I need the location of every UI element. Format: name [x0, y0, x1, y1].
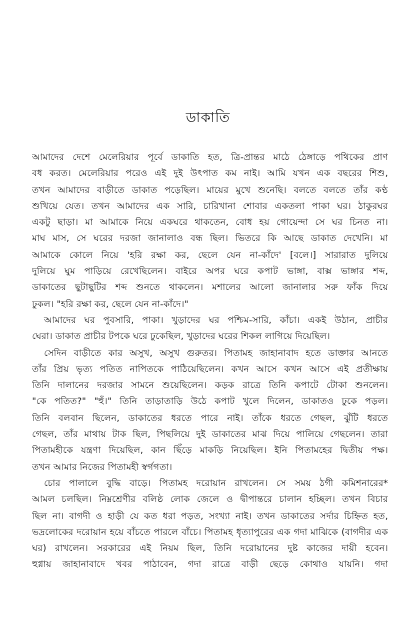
text-line: তখন আমাদের বাড়ীতে ডাকাত পড়েছিল। মায়ের মুখে শুনেছি। বলতে বলতে তাঁর কণ্ঠ [32, 184, 388, 196]
text-line: তখন আমার নিজের পিতামহী স্বর্গগতা। [32, 461, 173, 473]
text-line: ঘেরা। ডাকাত প্রাচীর টপকে ঘরে ঢুকেছিল, খুড়াদের ঘরের শিকল লাগিয়ে দিয়েছিল। [32, 331, 331, 343]
text-line: ডাকাতের ছুটাছুটির শব্দ শুনতে থাকলেন। মশালের আলো জানালার সরু ফাঁক দিয়ে [32, 282, 388, 294]
paragraph-4 [32, 476, 388, 574]
text-line: বধ করত। মেলেরিয়ার পরেও এই দুই উৎপাত কম নাই। আমি যখন এক বছরের শিশু, [32, 168, 388, 180]
text-line: আমল চলছিল। নিম্নশ্রেণীর বলিষ্ঠ লোক জেলে ও দ্বীপান্তরে চালান হচ্ছিল। তখন বিচার [32, 494, 388, 506]
text-line: সেদিন বাড়ীতে কার অসুখ, অসুখ গুরুতর। পিতামহ জাহানাবাদ হতে ডাক্তার আনতে [44, 347, 388, 359]
text-line: হুগ্নায় জাহানাবাদে খবর পাঠাবেন, গদা রাত্রে বাড়ী ছেড়ে কোথাও যায়নি। গদা [32, 559, 388, 571]
text-line: একটু ছাড়া। মা আমাকে নিয়ে একঘরে থাকতেন, বোধ হয় গোয়েন্দা সে ঘর চিনত না। [32, 217, 388, 229]
text-line: তিনি বলবান ছিলেন, ডাকাতের ধরতে পারে নাই। তাঁকে ধরতে গেছল, ঝুঁটি ধরতে [32, 412, 388, 424]
text-line: "কে পতিত?" "হুঁ।" তিনি তাড়াতাড়ি উঠে কপাট খুলে দিলেন, ডাকাতও ঢুকে পড়ল। [32, 396, 388, 408]
paragraph-2 [32, 313, 388, 346]
paragraph-3 [32, 346, 388, 476]
text-line: আমাদের ঘর পুবসারি, পাকা। খুড়াদের ঘর পশ্চিম-সারি, কাঁচা। একই উঠান, প্রাচীর [44, 314, 388, 326]
text-line: শুখিয়ে যেত। তখন আমাদের এক সারি, চারিখানা শোবার একতলা পাকা ঘর। ঠাকুরঘর [32, 200, 388, 212]
paragraph-1 [32, 150, 388, 313]
text-line: ঘর) রাখলেন। সরকারের এই নিয়ম ছিল, তিনি দরোয়ানের দুষ্ট কাজের দায়ী হবেন। [32, 543, 388, 555]
text-line: তিনি দালানের দরজার সামনে শুয়েছিলেন। কড়ক রাত্রে তিনি কপাটে টোকা শুনলেন। [32, 380, 388, 392]
text-line: মাঘ মাস, সে ঘরের দরজা জানালাও বন্ধ ছিল। ভিতরে কি আছে ডাকাত দেখেনি। মা [32, 233, 388, 245]
chapter-title: ডাকাতি [185, 110, 231, 126]
text-line: ভদ্রলোকের দরোয়ান হয়ে বাঁচতে পারলে বাঁচে। পিতামহ ধৃত্যাপুরের এক গদা মাঝিকে (বাগদীর এক [32, 526, 388, 538]
text-line: তাঁর প্রিয় ভৃত্য পতিত নাপিতকে পাঠিয়েছিলেন। কখন আসে কখন আসে এই প্রতীক্ষায় [32, 363, 388, 375]
body-text [32, 150, 388, 574]
text-line: গেছল, তাঁর মাথায় টাক ছিল, পিছলিয়ে দুই ডাকাতের মাঝ দিয়ে পালিয়ে গেছলেন। তারা [32, 429, 388, 441]
text-line: দুলিয়ে ঘুম পাড়িয়ে রেখেছিলেন। বাইরে অপর ঘরে কপাট ভাঙ্গা, বাক্স ভাঙ্গার শব্দ, [32, 266, 388, 278]
text-line: পিতামহীকে যন্ত্রণা দিয়েছিল, কান ছিঁড়ে মাকড়ি নিয়েছিল। ইনি পিতামহের দ্বিতীয় পক্ষ। [32, 445, 388, 457]
text-line: চোর পালালে বুদ্ধি বাড়ে। পিতামহ দরোয়ান রাখলেন। সে সময় ঠগী কমিশনারের* [44, 477, 388, 489]
text-line: ছিল না। বাগদী ও হাড়ী যে কত ধরা পড়ত, সংখ্যা নাই। তখন ডাকাতের সর্দার চিহ্নিত হত, [32, 510, 388, 522]
text-line: আমাকে কোলে নিয়ে 'হরি রক্ষা কর, ছেলে যেন না-কাঁদে' [বলে।] সারারাত দুলিয়ে [32, 249, 388, 261]
text-line: ঢুকল। "হরি রক্ষা কর, ছেলে যেন না-কাঁদে।" [32, 298, 189, 310]
text-line: আমাদের দেশে মেলেরিয়ার পূর্বে ডাকাতি হত, ত্রি-প্রান্তর মাঠে ঠেঙ্গাড়ে পথিকের প্রাণ [32, 152, 388, 163]
